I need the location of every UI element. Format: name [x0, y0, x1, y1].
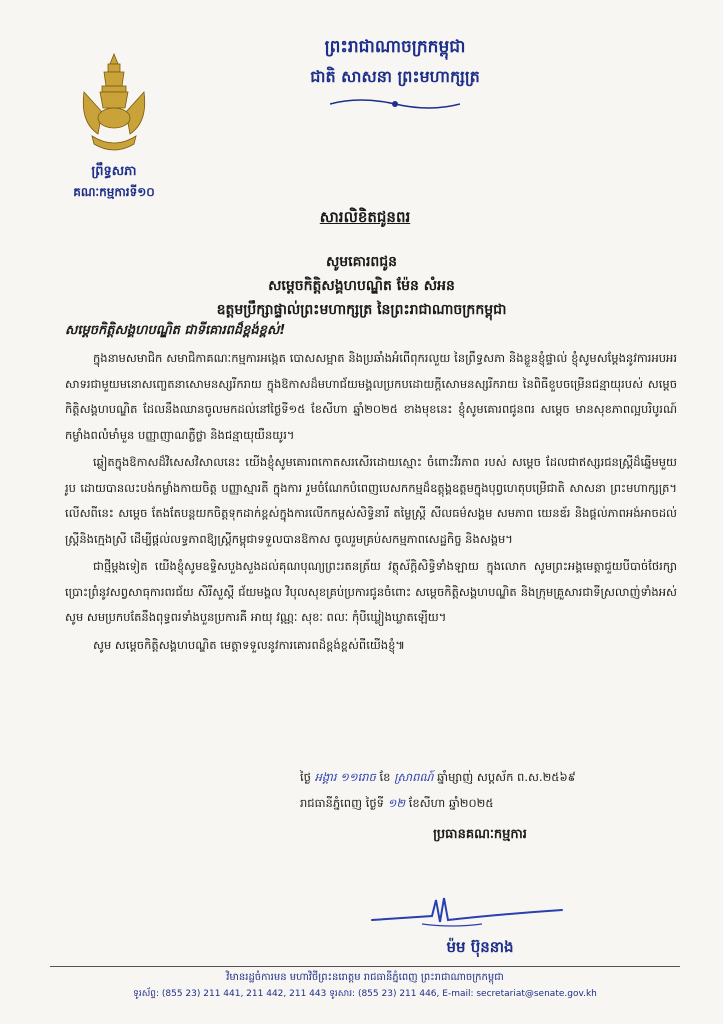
paragraph-2: ឆ្លៀតក្នុងឱកាសដ៏វិសេសវិសាលនេះ យើងខ្ញុំសូមគោរពកោតសរសើរដោយស្មោះ ចំពោះវីរភាព របស់ សម្តេច ដែលជាឥស្សរជនស្ត្រីដ៏ឆ្នើមមួយរូប ដោយបានលះបង់កម្លាំងកាយចិត្ត បញ្ញាស្មារតី ក្នុងការ រួមចំណែកបំពេញបេសកកម្មដ៏ឧត្តុង្គឧត្តមក្នុងបុព្វហេតុបម្រើជាតិ សាសនា ព្រះមហាក្សត្រ។ លើសពីនេះ សម្តេច តែងតែបន្តយកចិត្តទុកដាក់ខ្ពស់ក្នុងការលើកកម្ពស់សិទ្ធិនារី តម្លៃស្ត្រី សីលធម៌សង្គម សមភាព យេនឌ័រ និងផ្តល់ភាពអង់អាចដល់ស្ត្រីនិងក្មេងស្រី ដើម្បីផ្តល់លទ្ធភាពឱ្យស្ត្រីកម្ពុជាទទួលបានឱកាស ចូលរួមគ្រប់សកម្មភាពសេដ្ឋកិច្ច និងសង្គម។ — [65, 455, 677, 546]
recipient-title: ឧត្តមប្រឹក្សាផ្ទាល់ព្រះមហាក្សត្រ នៃព្រះរាជាណាចក្រកម្ពុជា — [216, 302, 507, 318]
paragraph-4: សូម សម្តេចកិត្តិសង្គហបណ្ឌិត មេត្តាទទួលនូវការគោរពដ៏ខ្ពង់ខ្ពស់ពីយើងខ្ញុំ៕ — [93, 637, 405, 652]
letter-body — [65, 346, 677, 660]
salutation: សម្តេចកិត្តិសង្គហបណ្ឌិត ជាទីគោរពដ៏ខ្ពង់ខ្ពស់! — [65, 323, 286, 338]
solar-date-day-handwritten: ១២ — [387, 796, 406, 810]
ornament-divider-icon — [330, 96, 460, 112]
kingdom-name: ព្រះរាជាណាចក្រកម្ពុជា — [324, 37, 466, 57]
lunar-date-year: ឆ្នាំម្សាញ់ សប្តស័ក ព.ស.២៥៦៩ — [437, 770, 576, 784]
solar-date-prefix: រាជធានីភ្នំពេញ ថ្ងៃទី — [300, 796, 384, 810]
footer-divider — [50, 966, 680, 967]
signature-icon — [362, 880, 572, 940]
footer-contact: ទូរស័ព្ទ: (855 23) 211 441, 211 442, 211 443 ទូរសារ: (855 23) 211 446, E-mail: secretariat@senate.gov.kh — [133, 989, 597, 999]
signer-title: ប្រធានគណៈកម្មការ — [433, 827, 527, 842]
committee-name: គណៈកម្មការទី១០ — [73, 185, 155, 199]
document-title: សារលិខិតជូនពរ — [319, 208, 411, 226]
senate-name: ព្រឹទ្ធសភា — [91, 164, 137, 179]
paragraph-3: ជាថ្មីម្តងទៀត យើងខ្ញុំសូមឧទ្ទិសបួងសួងដល់គុណបុណ្យព្រះរតនត្រ័យ វត្ថុស័ក្តិសិទ្ធិទាំងឡាយ ក្នុងលោក សូមព្រះអង្គមេត្តាជួយបីបាច់ថែរក្សា ប្រោះព្រំនូវសព្វសាធុការពរជ័យ សិរីសួស្តី ជ័យមង្គល វិបុលសុខគ្រប់ប្រការជូនចំពោះ សម្តេចកិត្តិសង្គហបណ្ឌិត និងក្រុមគ្រួសារជាទីស្រលាញ់ទាំងអស់ សូម សមប្រកបតែនឹងពុទ្ធពរទាំងបួនប្រការគឺ អាយុ វណ្ណៈ សុខៈ ពលៈ កុំបីឃ្លៀងឃ្លាតឡើយ។ — [65, 559, 677, 624]
recipient-greeting: សូមគោរពជូន — [325, 254, 398, 270]
lunar-date-prefix: ថ្ងៃ — [300, 770, 311, 784]
national-motto: ជាតិ សាសនា ព្រះមហាក្សត្រ — [310, 67, 480, 86]
signer-name: ម៉ម ប៊ុននាង — [446, 938, 514, 956]
paragraph-1: ក្នុងនាមសមាជិក សមាជិកាគណៈកម្មការអង្កេត បោសសម្អាត និងប្រឆាំងអំពើពុករលួយ នៃព្រឹទ្ធសភា និងខ្លួនខ្ញុំផ្ទាល់ ខ្ញុំសូមសម្តែងនូវការអបអរសាទរជាមួយមនោសញ្ចេតនាសោមនស្សរីករាយ ក្នុងឱកាសដ៏មហាជ័យមង្គលប្រកបដោយក្តីសោមនស្សរីករាយ នៃពិធីខួបចម្រើនជន្មាយុរបស់ សម្តេចកិត្តិសង្គហបណ្ឌិត ដែលនឹងឈានចូលមកដល់នៅថ្ងៃទី១៥ ខែសីហា ឆ្នាំ២០២៥ ខាងមុខនេះ ខ្ញុំសូមគោរពជូនពរ សម្តេច មានសុខភាពល្អបរិបូរណ៍ កម្លាំងពលំមាំមួន បញ្ញាញាណភ្លឺថ្លា និងជន្មាយុយឺនយូរ។ — [65, 351, 677, 442]
royal-emblem-icon — [78, 52, 150, 158]
lunar-date-day-handwritten: អង្គារ ១១រោច — [314, 770, 376, 784]
lunar-date-month-handwritten: ស្រាពណ៍ — [394, 770, 434, 784]
recipient-name: សម្តេចកិត្តិសង្គហបណ្ឌិត ម៉ែន សំអន — [268, 278, 455, 294]
lunar-date-month-label: ខែ — [379, 770, 391, 784]
lunar-date — [300, 770, 680, 787]
recipient-block — [100, 250, 623, 322]
solar-date — [300, 796, 680, 813]
solar-date-suffix: ខែសីហា ឆ្នាំ២០២៥ — [408, 796, 494, 810]
footer-address: វិមានរដ្ឋចំការមន មហាវិថីព្រះនរោត្តម រាជធានីភ្នំពេញ ព្រះរាជាណាចក្រកម្ពុជា — [226, 972, 504, 983]
